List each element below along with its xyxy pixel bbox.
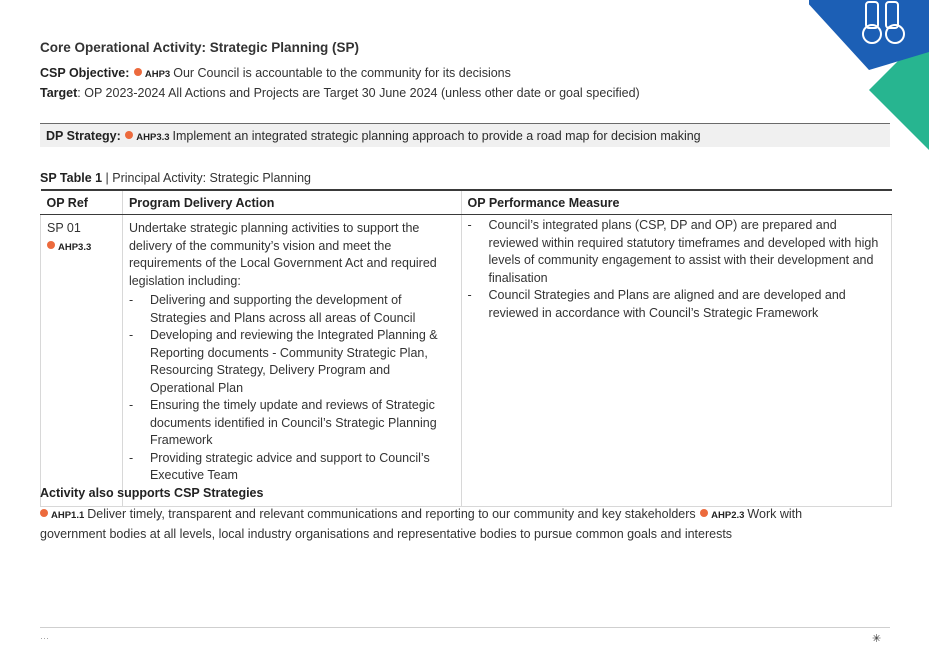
also-supports-heading: Activity also supports CSP Strategies: [40, 486, 264, 500]
list-item: - Council Strategies and Plans are aligned and are developed and reviewed in accordance with Council’s Strategic Framework: [468, 287, 885, 322]
delivery-action-cell: [122, 215, 461, 507]
bullet-dot-icon: [125, 131, 133, 139]
csp-code: AHP3: [144, 69, 171, 80]
list-item: - Providing strategic advice and support to Council’s Executive Team: [129, 450, 455, 485]
csp-objective: [40, 66, 511, 80]
target-text: : OP 2023-2024 All Actions and Projects are Target 30 June 2024 (unless other date or goal specified): [77, 86, 640, 100]
dp-strategy-text: Implement an integrated strategic planning approach to provide a road map for decision making: [172, 129, 701, 143]
sp-table: [40, 189, 892, 507]
list-item: - Developing and reviewing the Integrated Planning & Reporting documents - Community Strategic Plan, Resourcing Strategy, Delivery Program and Operational Plan: [129, 327, 455, 397]
table-caption: [40, 171, 311, 185]
dp-strategy-code: AHP3.3: [136, 132, 170, 143]
col-header-op-ref: OP Ref: [41, 190, 123, 215]
also-text: Work with government bodies at all levels, local industry organisations and representative bodies to pursue common goals and interests: [40, 507, 803, 541]
delivery-action-intro: Undertake strategic planning activities to support the delivery of the community’s vision and meet the requirements of the Local Government Act and required legislation including:: [128, 221, 437, 288]
footer-page-number: ···: [40, 633, 49, 643]
also-supports-text: [40, 505, 870, 543]
list-item: - Council’s integrated plans (CSP, DP and OP) are prepared and reviewed within required statutory timeframes and developed with high levels of community engagement to assist with their development and finalisation: [468, 217, 885, 287]
table-caption-text: | Principal Activity: Strategic Planning: [102, 171, 311, 185]
csp-objective-text: Our Council is accountable to the community for its decisions: [173, 66, 511, 80]
table-header-row: [41, 190, 892, 215]
table-caption-id: SP Table 1: [40, 171, 103, 185]
page-title: Core Operational Activity: Strategic Planning (SP): [40, 40, 360, 55]
also-code: AHP1.1: [51, 510, 85, 521]
csp-objective-label: CSP Objective:: [40, 66, 130, 80]
op-ref-strategy: [47, 238, 116, 257]
bullet-dot-icon: [47, 241, 55, 249]
target-line: [40, 86, 640, 100]
also-text: Deliver timely, transparent and relevant communications and reporting to our community and key stakeholders: [87, 507, 696, 521]
target-label: Target: [40, 86, 78, 100]
col-header-delivery-action: Program Delivery Action: [122, 190, 461, 215]
list-item: - Ensuring the timely update and reviews of Strategic documents identified in Council’s Strategic Planning Framework: [129, 397, 455, 450]
op-ref-code: AHP3.3: [58, 241, 92, 253]
col-header-performance-measure: OP Performance Measure: [461, 190, 891, 215]
bullet-dot-icon: [40, 509, 48, 517]
delivery-action-list: [129, 292, 455, 485]
list-item: - Delivering and supporting the development of Strategies and Plans across all areas of Council: [129, 292, 455, 327]
bullet-dot-icon: [700, 509, 708, 517]
table-row: [41, 215, 892, 507]
also-code: AHP2.3: [711, 510, 745, 521]
performance-measure-cell: [461, 215, 891, 507]
footer-logo-icon: ✳: [872, 633, 882, 645]
bullet-dot-icon: [134, 68, 142, 76]
dp-strategy-label: DP Strategy:: [46, 129, 121, 143]
performance-measure-list: [468, 217, 885, 322]
op-ref-cell: [41, 215, 123, 507]
footer-divider: [40, 627, 890, 628]
dp-strategy-bar: [40, 123, 890, 147]
op-ref-value: SP 01: [47, 221, 81, 235]
